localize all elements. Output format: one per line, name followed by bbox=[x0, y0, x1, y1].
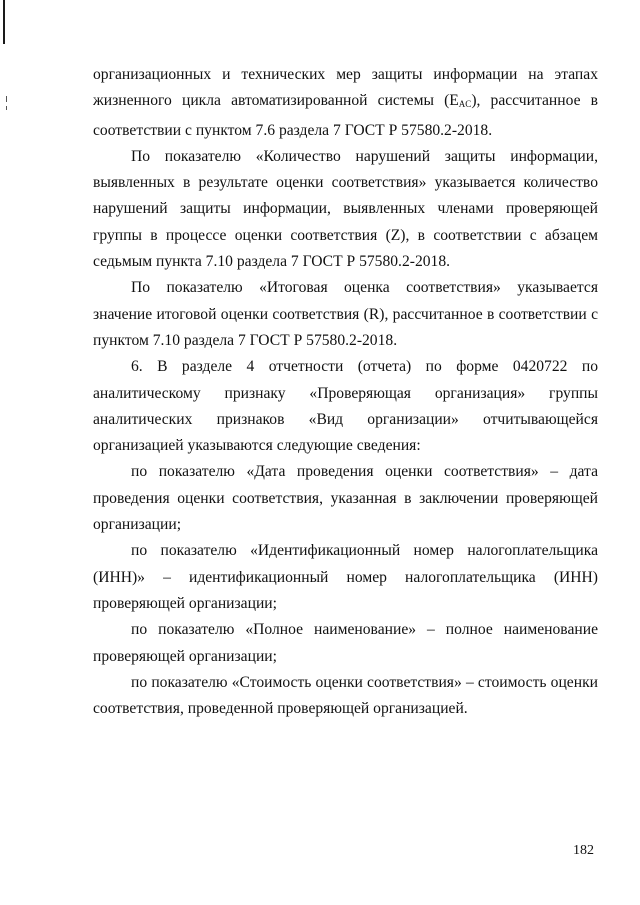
paragraph-inn: по показателю «Идентификационный номер налогоплательщика (ИНН)» – идентификационный номер налогоплательщика (ИНН) проверяющей организации; bbox=[93, 542, 598, 612]
page-number: 182 bbox=[573, 843, 594, 858]
margin-scan-mark bbox=[6, 96, 7, 102]
subscript: AC bbox=[458, 99, 472, 110]
paragraph-section-4: 6. В разделе 4 отчетности (отчета) по форме 0420722 по аналитическому признаку «Проверяющая организация» группы аналитических признаков «Вид организации» отчитывающейся организацией указываются следующие сведения: bbox=[93, 358, 598, 455]
paragraph-continuation bbox=[93, 62, 598, 144]
paragraph-text: организационных и технических мер защиты информации на этапах жизненного цикла автоматизированной системы (E bbox=[93, 66, 598, 110]
document-body bbox=[93, 62, 598, 722]
paragraph-text: ), рассчитанное в соответствии с пунктом 7.6 раздела 7 ГОСТ Р 57580.2-2018. bbox=[93, 92, 598, 139]
margin-scan-line bbox=[3, 0, 5, 44]
paragraph-full-name: по показателю «Полное наименование» – полное наименование проверяющей организации; bbox=[93, 621, 598, 665]
paragraph-assessment-cost: по показателю «Стоимость оценки соответствия» – стоимость оценки соответствия, проведенной проверяющей организацией. bbox=[93, 673, 598, 718]
paragraph-violations-count: По показателю «Количество нарушений защиты информации, выявленных в результате оценки соответствия» указывается количество нарушений защиты информации, выявленных членами проверяющей группы в процессе оценки соответствия (Z), в соответствии с абзацем седьмым пункта 7.10 раздела 7 ГОСТ Р 57580.2-2018. bbox=[93, 147, 598, 271]
margin-scan-mark bbox=[6, 106, 7, 110]
paragraph-assessment-date: по показателю «Дата проведения оценки соответствия» – дата проведения оценки соответствия, указанная в заключении проверяющей организации; bbox=[93, 463, 598, 534]
paragraph-final-assessment: По показателю «Итоговая оценка соответствия» указывается значение итоговой оценки соответствия (R), рассчитанное в соответствии с пунктом 7.10 раздела 7 ГОСТ Р 57580.2-2018. bbox=[93, 279, 598, 349]
